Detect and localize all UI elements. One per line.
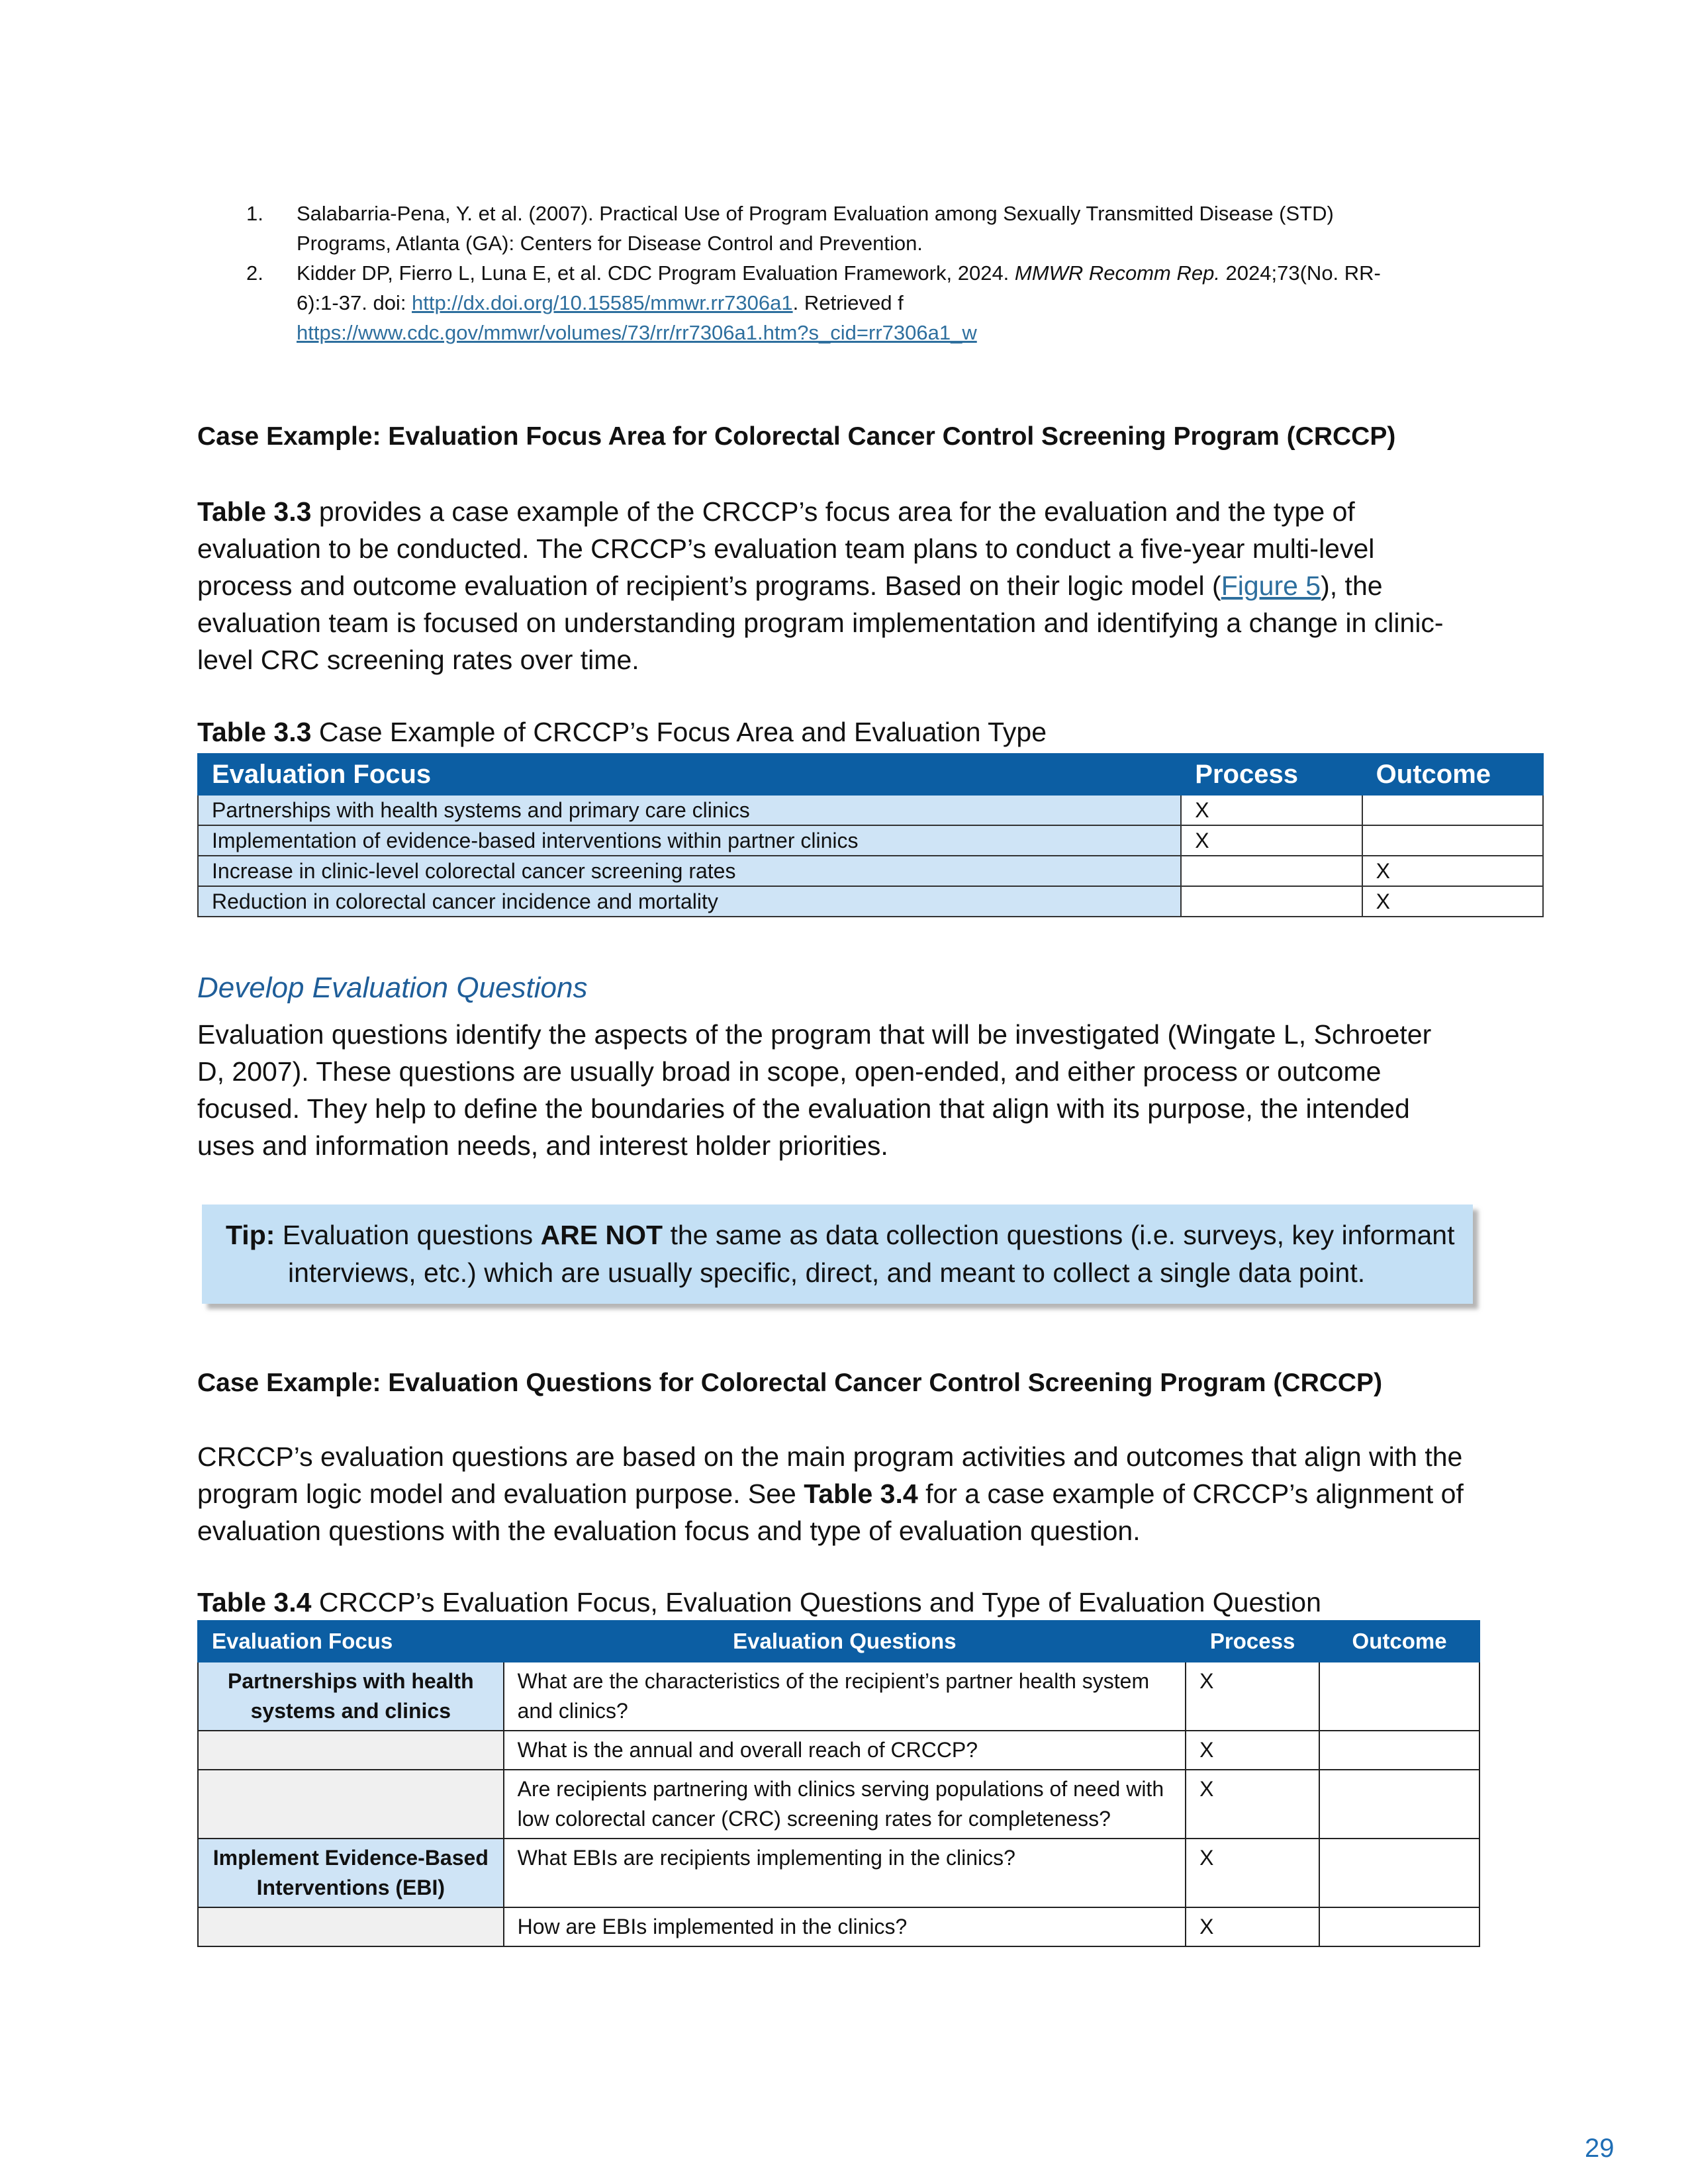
outcome-cell — [1319, 1731, 1479, 1770]
section-heading: Develop Evaluation Questions — [197, 972, 588, 1004]
doi-link[interactable]: http://dx.doi.org/10.15585/mmwr.rr7306a1 — [412, 291, 793, 314]
table-3-3 — [197, 753, 1544, 917]
table-row — [198, 1770, 1479, 1839]
process-cell: X — [1186, 1662, 1319, 1731]
outcome-cell — [1319, 1839, 1479, 1907]
reference-number: 2. — [246, 261, 263, 285]
case-example-heading: Case Example: Evaluation Focus Area for Colorectal Cancer Control Screening Program (CRCCP) — [197, 422, 1396, 451]
reference-text: 6):1-37. doi: http://dx.doi.org/10.15585/mmwr.rr7306a1. Retrieved f — [297, 291, 904, 314]
reference-text: Programs, Atlanta (GA): Centers for Disease Control and Prevention. — [297, 232, 923, 255]
process-cell: X — [1186, 1839, 1319, 1907]
focus-cell — [198, 1770, 504, 1839]
outcome-cell — [1319, 1907, 1479, 1946]
table-row — [198, 886, 1543, 917]
column-header: Outcome — [1362, 754, 1543, 795]
focus-cell: Increase in clinic-level colorectal cancer screening rates — [198, 856, 1181, 886]
case-example-paragraph: CRCCP’s evaluation questions are based on the main program activities and outcomes that align with the program logic model and evaluation purpose. See Table 3.4 for a case example of CRCCP’s alignment of evaluation questions with the evaluation focus and type of evaluation question. — [197, 1441, 1464, 1546]
outcome-cell — [1362, 825, 1543, 856]
focus-cell: Reduction in colorectal cancer incidence and mortality — [198, 886, 1181, 917]
table-row — [198, 1839, 1479, 1907]
process-cell: X — [1186, 1907, 1319, 1946]
process-cell — [1181, 886, 1362, 917]
reference-text: Kidder DP, Fierro L, Luna E, et al. CDC Program Evaluation Framework, 2024. MMWR Recomm Rep. 2024;73(No. RR- — [297, 261, 1381, 285]
table-row — [198, 1731, 1479, 1770]
figure-5-link[interactable]: Figure 5 — [1221, 570, 1321, 601]
mmwr-url-link[interactable]: https://www.cdc.gov/mmwr/volumes/73/rr/rr7306a1.htm?s_cid=rr7306a1_w — [297, 321, 977, 344]
column-header: Evaluation Focus — [198, 1621, 504, 1662]
table-row — [198, 825, 1543, 856]
process-cell: X — [1186, 1731, 1319, 1770]
table-3-3-caption: Table 3.3 Case Example of CRCCP’s Focus Area and Evaluation Type — [197, 717, 1047, 747]
process-cell: X — [1181, 825, 1362, 856]
process-cell: X — [1181, 795, 1362, 825]
outcome-cell: X — [1362, 886, 1543, 917]
question-cell: What is the annual and overall reach of CRCCP? — [504, 1731, 1186, 1770]
reference-item — [246, 199, 1477, 258]
table-header-row — [198, 754, 1543, 795]
focus-cell — [198, 1731, 504, 1770]
table-row — [198, 856, 1543, 886]
question-cell: What EBIs are recipients implementing in the clinics? — [504, 1839, 1186, 1907]
column-header: Process — [1181, 754, 1362, 795]
question-cell: What are the characteristics of the recipient’s partner health system and clinics? — [504, 1662, 1186, 1731]
tip-label: Tip: — [226, 1220, 275, 1250]
focus-cell: Partnerships with health systems and primary care clinics — [198, 795, 1181, 825]
reference-list — [246, 199, 1477, 347]
tip-callout: Tip: Evaluation questions ARE NOT the same as data collection questions (i.e. surveys, key informant interviews, etc.) which are usually specific, direct, and meant to collect a single data point. — [202, 1205, 1473, 1304]
page-number: 29 — [1585, 2134, 1615, 2163]
table-3-4-caption: Table 3.4 CRCCP’s Evaluation Focus, Evaluation Questions and Type of Evaluation Question — [197, 1587, 1321, 1617]
question-cell: How are EBIs implemented in the clinics? — [504, 1907, 1186, 1946]
outcome-cell: X — [1362, 856, 1543, 886]
table-row — [198, 795, 1543, 825]
focus-cell: Implementation of evidence-based interventions within partner clinics — [198, 825, 1181, 856]
table-row — [198, 1907, 1479, 1946]
focus-cell — [198, 1907, 504, 1946]
reference-number: 1. — [246, 202, 263, 225]
column-header: Evaluation Focus — [198, 754, 1181, 795]
table-3-4 — [197, 1620, 1480, 1947]
table-row — [198, 1662, 1479, 1731]
focus-cell: Implement Evidence-Based Interventions (EBI) — [198, 1839, 504, 1907]
process-cell — [1181, 856, 1362, 886]
case-example-heading: Case Example: Evaluation Questions for Colorectal Cancer Control Screening Program (CRCCP) — [197, 1369, 1383, 1397]
question-cell: Are recipients partnering with clinics serving populations of need with low colorectal cancer (CRC) screening rates for completeness? — [504, 1770, 1186, 1839]
outcome-cell — [1362, 795, 1543, 825]
reference-text: Salabarria-Pena, Y. et al. (2007). Practical Use of Program Evaluation among Sexually Transmitted Disease (STD) — [297, 202, 1334, 225]
process-cell: X — [1186, 1770, 1319, 1839]
develop-paragraph: Evaluation questions identify the aspects of the program that will be investigated (Wingate L, Schroeter D, 2007). These questions are usually broad in scope, open-ended, and either process or outcome focused. They help to define the boundaries of the evaluation that align with its purpose, the intended uses and information needs, and interest holder priorities. — [197, 1019, 1432, 1161]
column-header: Evaluation Questions — [504, 1621, 1186, 1662]
case-example-paragraph: Table 3.3 provides a case example of the CRCCP’s focus area for the evaluation and the type of evaluation to be conducted. The CRCCP’s evaluation team plans to conduct a five-year multi-level process and outcome evaluation of recipient’s programs. Based on their logic model (Figure 5), the evaluation team is focused on understanding program implementation and identifying a change in clinic- level CRC screening rates over time. — [197, 496, 1444, 675]
focus-cell: Partnerships with health systems and clinics — [198, 1662, 504, 1731]
column-header: Process — [1186, 1621, 1319, 1662]
reference-item — [246, 258, 1477, 347]
outcome-cell — [1319, 1662, 1479, 1731]
table-header-row — [198, 1621, 1479, 1662]
outcome-cell — [1319, 1770, 1479, 1839]
column-header: Outcome — [1319, 1621, 1479, 1662]
